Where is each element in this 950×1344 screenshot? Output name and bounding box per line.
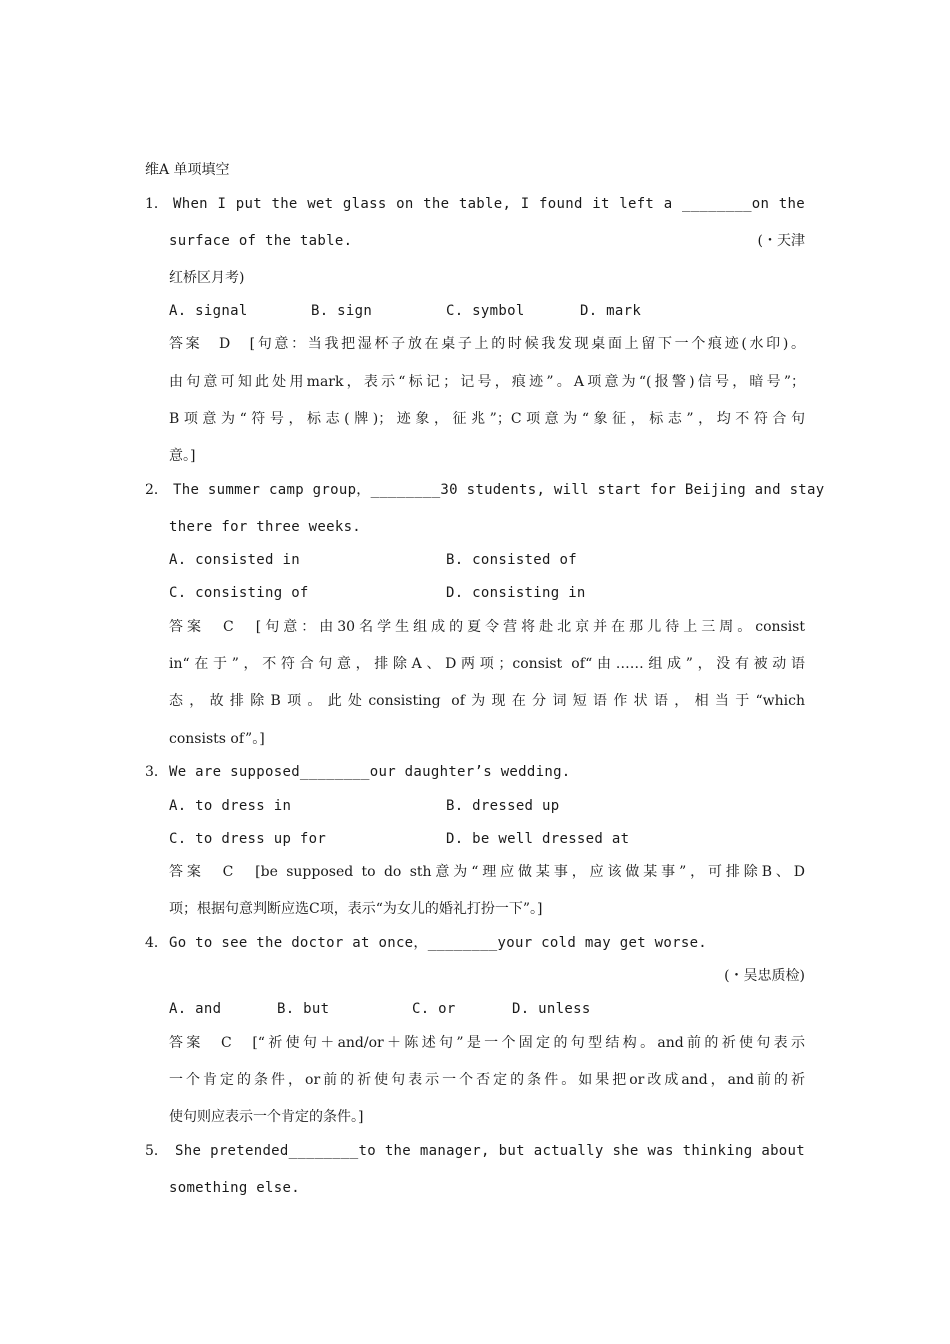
option-a: A. signal [169,303,248,319]
answer-line: 由句意可知此处用mark，表示“标记；记号，痕迹”。A项意为“(报警)信号，暗号”； [169,374,805,390]
question-stem-continued: surface of the table. [169,233,353,249]
question-number: 2． [145,482,168,498]
option-b: B. sign [311,303,373,319]
option-a: A. to dress in [169,798,292,814]
answer-line: consists of”。] [169,731,265,747]
question-number: 3． [145,764,168,780]
answer-line: 答案 C [be supposed to do sth意为“理应做某事，应该做某事”，可排除B、D [169,864,805,880]
question-source-continued: 红桥区月考) [169,270,245,286]
question-number: 5． [145,1143,168,1159]
answer-line: 意。] [169,448,196,464]
answer-line: 使句则应表示一个肯定的条件。] [169,1109,364,1125]
answer-line: 答案 D [句意：当我把湿杯子放在桌子上的时候我发现桌面上留下一个痕迹(水印)。 [169,336,805,352]
question-number: 4． [145,935,168,951]
option-a: A. consisted in [169,552,300,568]
question-stem: The summer camp group，________30 students, will start for Beijing and stay [173,482,825,498]
option-c: C. consisting of [169,585,309,601]
option-d: D. unless [512,1001,591,1017]
option-d: D. consisting in [446,585,586,601]
option-b: B. consisted of [446,552,577,568]
question-stem: When I put the wet glass on the table, I found it left a ________on the [173,196,805,212]
question-stem: She pretended________to the manager, but actually she was thinking about [175,1143,805,1159]
question-stem: We are supposed________our daughter’s wedding. [169,764,571,780]
answer-line: in“在于”，不符合句意，排除A、D两项；consist of“由……组成”，没有被动语 [169,656,805,672]
option-c: C. symbol [446,303,525,319]
question-source: (・天津 [757,233,805,249]
option-d: D. mark [580,303,642,319]
option-c: C. or [412,1001,456,1017]
question-stem-continued: something else. [169,1180,300,1196]
answer-line: 一个肯定的条件，or前的祈使句表示一个否定的条件。如果把or改成and，and前的祈 [169,1072,805,1088]
question-number: 1． [145,196,168,212]
option-a: A. and [169,1001,222,1017]
answer-line: 态，故排除B项。此处consisting of为现在分词短语作状语，相当于“which [169,693,805,709]
option-d: D. be well dressed at [446,831,630,847]
section-title: 维A 单项填空 [145,162,230,178]
option-c: C. to dress up for [169,831,327,847]
question-stem-continued: there for three weeks. [169,519,362,535]
question-stem: Go to see the doctor at once，________your cold may get worse. [169,935,708,951]
question-source: (・吴忠质检) [724,968,805,984]
option-b: B. dressed up [446,798,560,814]
answer-line: B项意为“符号，标志(牌)；迹象，征兆”；C项意为“象征，标志”，均不符合句 [169,411,805,427]
answer-line: 项；根据句意判断应选C项，表示“为女儿的婚礼打扮一下”。] [169,901,543,917]
answer-line: 答案 C [句意：由30名学生组成的夏令营将赴北京并在那儿待上三周。consist [169,619,805,635]
option-b: B. but [277,1001,330,1017]
answer-line: 答案 C [“祈使句＋and/or＋陈述句”是一个固定的句型结构。and前的祈使句表示 [169,1035,805,1051]
